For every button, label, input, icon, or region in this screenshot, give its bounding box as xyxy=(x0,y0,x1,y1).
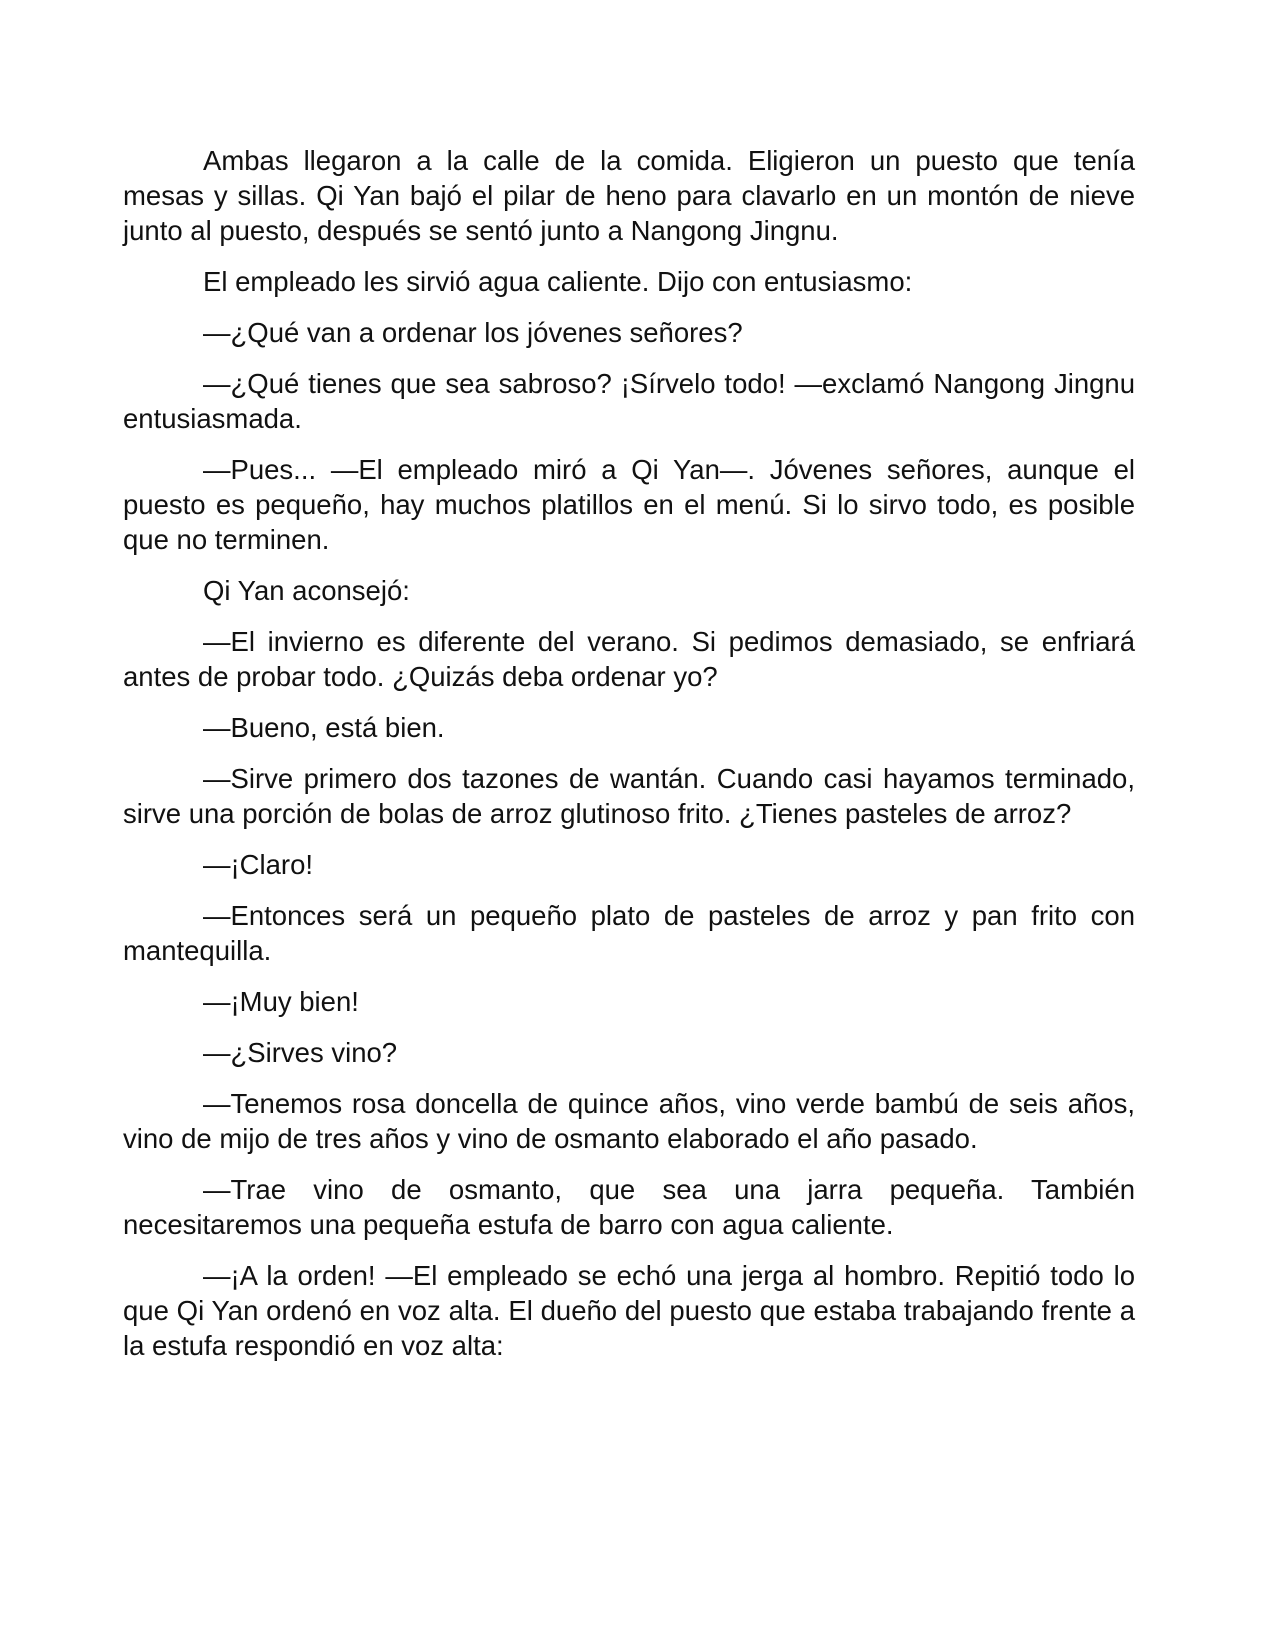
paragraph-11: —Entonces será un pequeño plato de pasteles de arroz y pan frito con mantequilla. xyxy=(123,900,1135,966)
paragraph-4: —¿Qué tienes que sea sabroso? ¡Sírvelo todo! —exclamó Nangong Jingnu entusiasmada. xyxy=(123,368,1135,434)
paragraph-3: —¿Qué van a ordenar los jóvenes señores? xyxy=(203,317,743,348)
paragraph-13: —¿Sirves vino? xyxy=(203,1037,398,1068)
paragraph-5: —Pues... —El empleado miró a Qi Yan—. Jóvenes señores, aunque el puesto es pequeño, hay muchos platillos en el menú. Si lo sirvo todo, es posible que no terminen. xyxy=(123,454,1135,555)
paragraph-12: —¡Muy bien! xyxy=(203,986,359,1017)
paragraph-15: —Trae vino de osmanto, que sea una jarra pequeña. También necesitaremos una pequeña estufa de barro con agua caliente. xyxy=(123,1174,1135,1240)
paragraph-10: —¡Claro! xyxy=(203,849,314,880)
document-page xyxy=(123,143,1135,1379)
paragraph-9: —Sirve primero dos tazones de wantán. Cuando casi hayamos terminado, sirve una porción de bolas de arroz glutinoso frito. ¿Tienes pasteles de arroz? xyxy=(123,763,1135,829)
paragraph-8: —Bueno, está bien. xyxy=(203,712,445,743)
paragraph-14: —Tenemos rosa doncella de quince años, vino verde bambú de seis años, vino de mijo de tres años y vino de osmanto elaborado el año pasado. xyxy=(123,1088,1135,1154)
paragraph-16: —¡A la orden! —El empleado se echó una jerga al hombro. Repitió todo lo que Qi Yan ordenó en voz alta. El dueño del puesto que estaba trabajando frente a la estufa respondió en voz alta: xyxy=(123,1260,1135,1361)
paragraph-7: —El invierno es diferente del verano. Si pedimos demasiado, se enfriará antes de probar todo. ¿Quizás deba ordenar yo? xyxy=(123,626,1135,692)
paragraph-6: Qi Yan aconsejó: xyxy=(203,575,410,606)
paragraph-1: Ambas llegaron a la calle de la comida. Eligieron un puesto que tenía mesas y sillas. Qi Yan bajó el pilar de heno para clavarlo en un montón de nieve junto al puesto, después se sentó junto a Nangong Jingnu. xyxy=(123,145,1135,246)
paragraph-2: El empleado les sirvió agua caliente. Dijo con entusiasmo: xyxy=(203,266,913,297)
